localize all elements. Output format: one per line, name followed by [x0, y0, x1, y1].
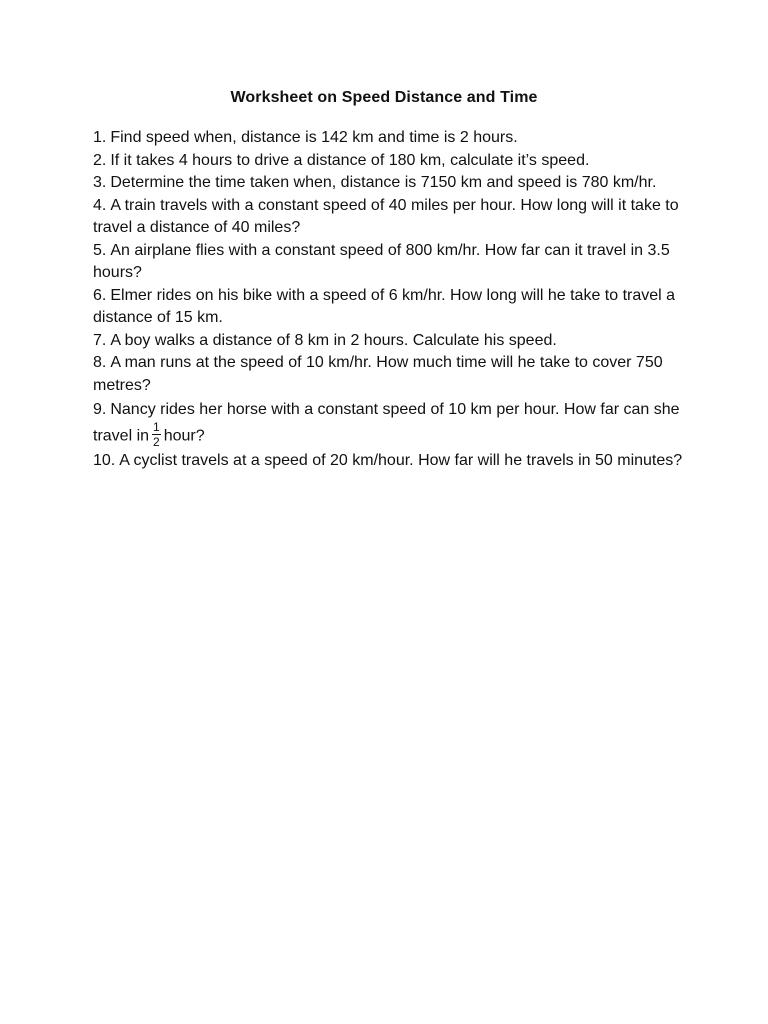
- question-number: 5.: [93, 241, 107, 259]
- fraction-denominator: 2: [153, 435, 160, 449]
- question-item: [93, 397, 683, 450]
- question-text: Nancy rides her horse with a constant speed of 10 km per hour. How far can she travel in: [93, 401, 680, 445]
- question-text-end: hour?: [163, 427, 205, 445]
- question-number: 7.: [93, 331, 107, 349]
- question-item: [93, 330, 683, 353]
- question-item: [93, 450, 683, 473]
- question-item: [93, 195, 683, 240]
- question-list: [93, 127, 683, 473]
- question-number: 4.: [93, 196, 107, 214]
- fraction-numerator: 1: [153, 420, 160, 434]
- question-text: An airplane flies with a constant speed of 800 km/hr. How far can it travel in 3.5 hours?: [93, 241, 670, 281]
- question-text: A man runs at the speed of 10 km/hr. How much time will he take to cover 750 metres?: [93, 354, 663, 394]
- question-item: [93, 172, 683, 195]
- fraction-one-half: [152, 421, 161, 448]
- question-number: 3.: [93, 174, 107, 191]
- question-item: [93, 127, 683, 150]
- question-number: 10.: [93, 452, 116, 469]
- question-number: 9.: [93, 401, 107, 418]
- question-item: [93, 240, 683, 285]
- question-text: Determine the time taken when, distance is 7150 km and speed is 780 km/hr.: [110, 174, 657, 191]
- question-number: 1.: [93, 129, 107, 146]
- question-text: Elmer rides on his bike with a speed of 6 km/hr. How long will he take to travel a distance of 15 km.: [93, 286, 676, 326]
- question-number: 6.: [93, 286, 107, 304]
- question-item: [93, 352, 683, 397]
- question-text: Find speed when, distance is 142 km and time is 2 hours.: [110, 129, 518, 146]
- question-item: [93, 285, 683, 330]
- question-text: A cyclist travels at a speed of 20 km/hour. How far will he travels in 50 minutes?: [119, 452, 683, 469]
- question-number: 2.: [93, 151, 107, 169]
- question-text: A train travels with a constant speed of 40 miles per hour. How long will it take to travel a distance of 40 miles?: [93, 196, 679, 236]
- page-title: Worksheet on Speed Distance and Time: [230, 89, 538, 106]
- question-text: A boy walks a distance of 8 km in 2 hours. Calculate his speed.: [110, 331, 557, 349]
- question-number: 8.: [93, 354, 107, 371]
- question-item: [93, 150, 683, 173]
- question-text: If it takes 4 hours to drive a distance of 180 km, calculate it’s speed.: [110, 151, 590, 169]
